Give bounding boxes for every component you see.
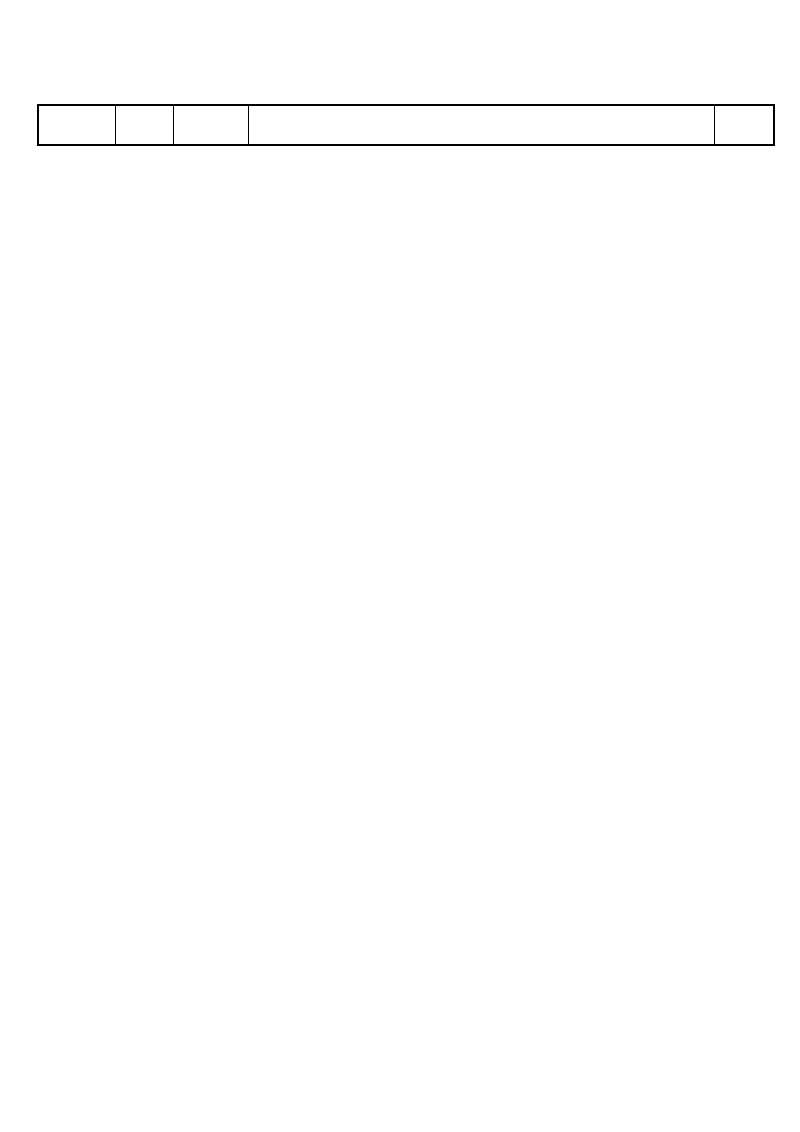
probe-spec-table <box>37 104 775 146</box>
header-type <box>116 105 174 145</box>
header-place <box>174 105 249 145</box>
header-drawing <box>249 105 715 145</box>
table-header-row <box>38 105 774 145</box>
header-max-temp <box>715 105 775 145</box>
header-model-no <box>38 105 116 145</box>
